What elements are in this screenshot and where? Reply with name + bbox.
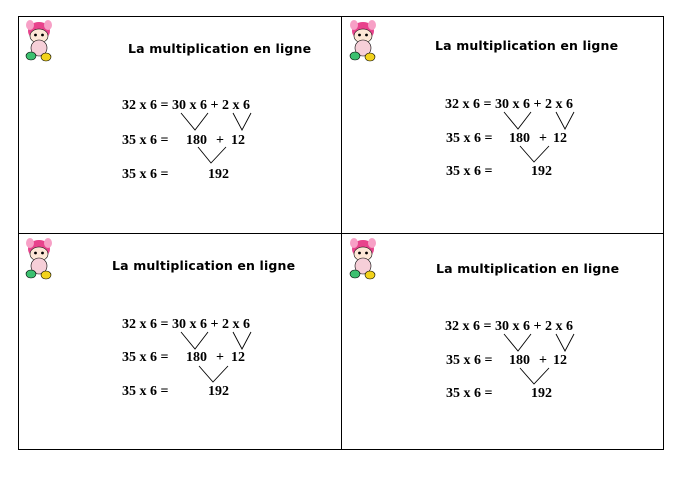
equation-line-1: 32 x 6 = 30 x 6 + 2 x 6	[122, 317, 250, 332]
final-result: 192	[531, 164, 552, 179]
card-title: La multiplication en ligne	[112, 258, 296, 273]
final-result: 192	[531, 386, 552, 401]
partial-product-b: 12	[231, 133, 245, 148]
card-title: La multiplication en ligne	[436, 261, 620, 276]
partial-product-b: 12	[231, 350, 245, 365]
equation-line-3-left: 35 x 6 =	[122, 384, 169, 399]
equation-line-3-left: 35 x 6 =	[446, 386, 493, 401]
decomposition-branches	[18, 16, 340, 232]
equation-line-1: 32 x 6 = 30 x 6 + 2 x 6	[445, 97, 573, 112]
decomposition-branches	[18, 234, 340, 450]
plus-sign: +	[539, 131, 547, 146]
equation-line-1: 32 x 6 = 30 x 6 + 2 x 6	[445, 319, 573, 334]
equation-line-2-left: 35 x 6 =	[122, 350, 169, 365]
final-result: 192	[208, 167, 229, 182]
decomposition-branches	[342, 234, 664, 450]
partial-product-a: 180	[186, 350, 207, 365]
plus-sign: +	[539, 353, 547, 368]
card-title: La multiplication en ligne	[435, 38, 619, 53]
plus-sign: +	[216, 133, 224, 148]
card-title: La multiplication en ligne	[128, 41, 312, 56]
partial-product-a: 180	[509, 353, 530, 368]
equation-line-2-left: 35 x 6 =	[446, 353, 493, 368]
decomposition-branches	[342, 16, 664, 232]
card-bottom-left	[18, 234, 340, 450]
partial-product-b: 12	[553, 353, 567, 368]
card-bottom-right	[342, 234, 664, 450]
equation-line-2-left: 35 x 6 =	[446, 131, 493, 146]
partial-product-b: 12	[553, 131, 567, 146]
final-result: 192	[208, 384, 229, 399]
partial-product-a: 180	[186, 133, 207, 148]
card-top-right	[342, 16, 664, 232]
equation-line-2-left: 35 x 6 =	[122, 133, 169, 148]
equation-line-1: 32 x 6 = 30 x 6 + 2 x 6	[122, 98, 250, 113]
partial-product-a: 180	[509, 131, 530, 146]
plus-sign: +	[216, 350, 224, 365]
equation-line-3-left: 35 x 6 =	[446, 164, 493, 179]
equation-line-3-left: 35 x 6 =	[122, 167, 169, 182]
card-top-left	[18, 16, 340, 232]
